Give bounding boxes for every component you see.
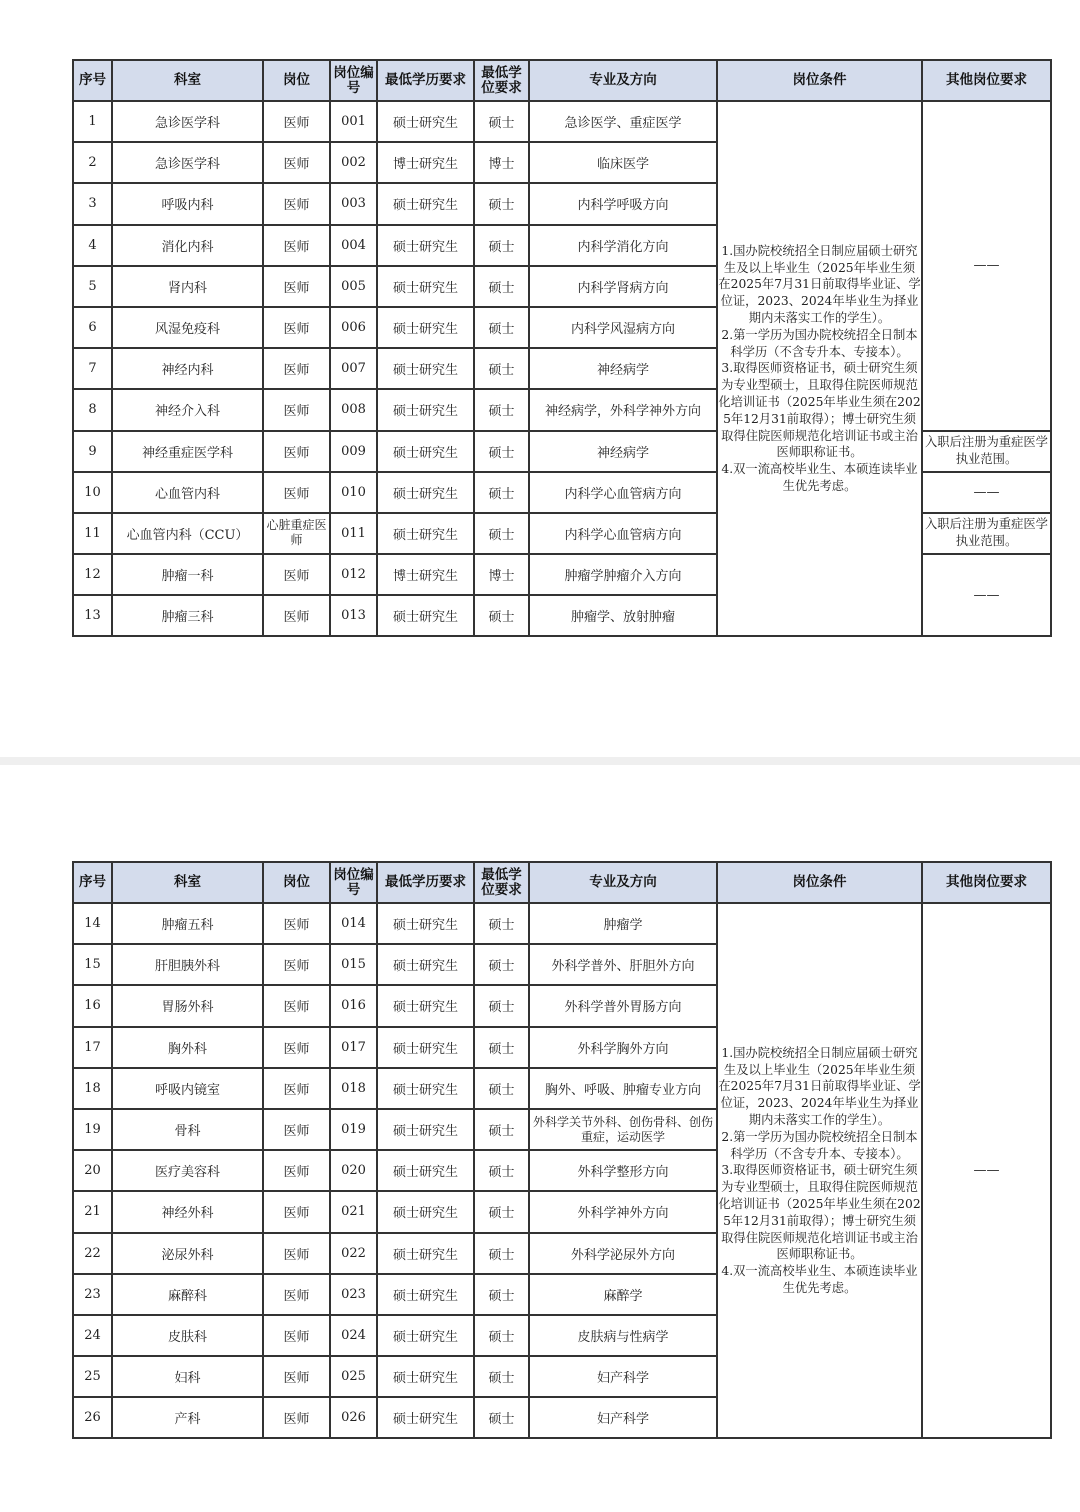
cell-major: 神经病学 xyxy=(529,348,717,389)
cell-code: 023 xyxy=(330,1274,377,1315)
cell-post: 医师 xyxy=(263,985,330,1026)
cell-major: 肿瘤学、放射肿瘤 xyxy=(529,595,717,636)
cell-code: 017 xyxy=(330,1027,377,1068)
cell-post: 医师 xyxy=(263,431,330,472)
cell-edu: 硕士研究生 xyxy=(377,1191,474,1232)
cell-no: 8 xyxy=(73,389,112,430)
cell-major: 内科学肾病方向 xyxy=(529,266,717,307)
cell-major: 肿瘤学肿瘤介入方向 xyxy=(529,554,717,595)
cell-no: 10 xyxy=(73,472,112,513)
cell-edu: 硕士研究生 xyxy=(377,389,474,430)
header-post: 岗位 xyxy=(263,60,330,101)
cell-major: 肿瘤学 xyxy=(529,903,717,944)
cell-code: 024 xyxy=(330,1315,377,1356)
cell-major: 皮肤病与性病学 xyxy=(529,1315,717,1356)
cell-degree: 硕士 xyxy=(474,903,529,944)
cell-post: 医师 xyxy=(263,101,330,142)
header-other: 其他岗位要求 xyxy=(922,862,1051,903)
cell-degree: 硕士 xyxy=(474,1315,529,1356)
cell-no: 22 xyxy=(73,1233,112,1274)
cell-code: 008 xyxy=(330,389,377,430)
cell-dept: 妇科 xyxy=(112,1356,263,1397)
cell-dept: 产科 xyxy=(112,1397,263,1438)
cell-dept: 泌尿外科 xyxy=(112,1233,263,1274)
cell-major: 麻醉学 xyxy=(529,1274,717,1315)
cell-major: 外科学神外方向 xyxy=(529,1191,717,1232)
cell-degree: 硕士 xyxy=(474,307,529,348)
cell-code: 021 xyxy=(330,1191,377,1232)
cell-major: 妇产科学 xyxy=(529,1356,717,1397)
cell-degree: 硕士 xyxy=(474,101,529,142)
cell-post: 医师 xyxy=(263,1068,330,1109)
cell-edu: 硕士研究生 xyxy=(377,101,474,142)
cell-post: 医师 xyxy=(263,266,330,307)
cell-post: 医师 xyxy=(263,1274,330,1315)
cell-code: 006 xyxy=(330,307,377,348)
cell-degree: 硕士 xyxy=(474,183,529,224)
cell-major: 急诊医学、重症医学 xyxy=(529,101,717,142)
recruitment-table-1 xyxy=(72,59,1052,637)
cell-no: 24 xyxy=(73,1315,112,1356)
cell-dept: 医疗美容科 xyxy=(112,1150,263,1191)
cell-major: 妇产科学 xyxy=(529,1397,717,1438)
cell-code: 011 xyxy=(330,513,377,554)
cell-no: 21 xyxy=(73,1191,112,1232)
cell-no: 12 xyxy=(73,554,112,595)
header-no: 序号 xyxy=(73,862,112,903)
cell-edu: 硕士研究生 xyxy=(377,307,474,348)
cell-major: 神经病学，外科学神外方向 xyxy=(529,389,717,430)
cell-post: 医师 xyxy=(263,389,330,430)
cell-code: 005 xyxy=(330,266,377,307)
table-row xyxy=(73,903,1051,944)
cell-degree: 硕士 xyxy=(474,985,529,1026)
cell-degree: 硕士 xyxy=(474,389,529,430)
header-degree: 最低学位要求 xyxy=(474,60,529,101)
cell-no: 20 xyxy=(73,1150,112,1191)
header-dept: 科室 xyxy=(112,862,263,903)
cell-no: 7 xyxy=(73,348,112,389)
cell-major: 胸外、呼吸、肿瘤专业方向 xyxy=(529,1068,717,1109)
cell-degree: 硕士 xyxy=(474,1233,529,1274)
cell-post: 医师 xyxy=(263,1027,330,1068)
cell-edu: 硕士研究生 xyxy=(377,985,474,1026)
cell-major: 外科学普外、肝胆外方向 xyxy=(529,944,717,985)
cell-edu: 硕士研究生 xyxy=(377,1150,474,1191)
cell-degree: 硕士 xyxy=(474,1109,529,1150)
cell-edu: 硕士研究生 xyxy=(377,1315,474,1356)
table-header-row xyxy=(73,60,1051,101)
cell-degree: 硕士 xyxy=(474,1356,529,1397)
cell-code: 026 xyxy=(330,1397,377,1438)
cell-dept: 神经外科 xyxy=(112,1191,263,1232)
cell-edu: 硕士研究生 xyxy=(377,348,474,389)
cell-edu: 硕士研究生 xyxy=(377,1397,474,1438)
cell-code: 019 xyxy=(330,1109,377,1150)
cell-no: 15 xyxy=(73,944,112,985)
cell-degree: 硕士 xyxy=(474,431,529,472)
cell-dept: 肿瘤一科 xyxy=(112,554,263,595)
header-major: 专业及方向 xyxy=(529,60,717,101)
cell-post: 医师 xyxy=(263,1397,330,1438)
cell-edu: 博士研究生 xyxy=(377,554,474,595)
cell-dept: 骨科 xyxy=(112,1109,263,1150)
cell-dept: 肿瘤五科 xyxy=(112,903,263,944)
cell-major: 外科学整形方向 xyxy=(529,1150,717,1191)
cell-dept: 风湿免疫科 xyxy=(112,307,263,348)
cell-post: 医师 xyxy=(263,1150,330,1191)
cell-no: 26 xyxy=(73,1397,112,1438)
header-dept: 科室 xyxy=(112,60,263,101)
cell-degree: 博士 xyxy=(474,554,529,595)
cell-degree: 硕士 xyxy=(474,1150,529,1191)
cell-dept: 神经内科 xyxy=(112,348,263,389)
cell-dept: 神经重症医学科 xyxy=(112,431,263,472)
cell-no: 23 xyxy=(73,1274,112,1315)
header-code: 岗位编号 xyxy=(330,862,377,903)
cell-major: 内科学风湿病方向 xyxy=(529,307,717,348)
header-code: 岗位编号 xyxy=(330,60,377,101)
cell-no: 13 xyxy=(73,595,112,636)
cell-dept: 呼吸内镜室 xyxy=(112,1068,263,1109)
cell-post: 医师 xyxy=(263,307,330,348)
cell-post: 医师 xyxy=(263,348,330,389)
header-degree: 最低学位要求 xyxy=(474,862,529,903)
cell-no: 25 xyxy=(73,1356,112,1397)
other-requirement-dash: —— xyxy=(922,903,1051,1438)
cell-degree: 硕士 xyxy=(474,1027,529,1068)
cell-post: 医师 xyxy=(263,472,330,513)
cell-post: 医师 xyxy=(263,1315,330,1356)
cell-edu: 硕士研究生 xyxy=(377,1274,474,1315)
cell-post: 医师 xyxy=(263,595,330,636)
cell-code: 004 xyxy=(330,225,377,266)
cell-major: 外科学关节外科、创伤骨科、创伤重症，运动医学 xyxy=(529,1109,717,1150)
cell-no: 6 xyxy=(73,307,112,348)
cell-post: 医师 xyxy=(263,944,330,985)
cell-edu: 硕士研究生 xyxy=(377,472,474,513)
cell-post: 医师 xyxy=(263,142,330,183)
cell-post: 心脏重症医师 xyxy=(263,513,330,554)
cell-no: 14 xyxy=(73,903,112,944)
cell-code: 018 xyxy=(330,1068,377,1109)
cell-dept: 急诊医学科 xyxy=(112,142,263,183)
cell-post: 医师 xyxy=(263,183,330,224)
cell-post: 医师 xyxy=(263,1191,330,1232)
cell-dept: 肝胆胰外科 xyxy=(112,944,263,985)
cell-major: 外科学泌尿外方向 xyxy=(529,1233,717,1274)
cell-major: 外科学普外胃肠方向 xyxy=(529,985,717,1026)
cell-edu: 硕士研究生 xyxy=(377,1109,474,1150)
cell-edu: 硕士研究生 xyxy=(377,903,474,944)
cell-no: 4 xyxy=(73,225,112,266)
cell-code: 013 xyxy=(330,595,377,636)
cell-degree: 硕士 xyxy=(474,595,529,636)
other-requirement-dash: —— xyxy=(922,554,1051,636)
conditions-cell: 1.国办院校统招全日制应届硕士研究生及以上毕业生（2025年毕业生须在2025年7月31日前取得毕业证、学位证，2023、2024年毕业生为择业期内未落实工作的学生）。 2.第一学历为国办院校统招全日制本科学历（不含专升本、专接本）。 3.取得医师资格证书，硕士研究生须为专业型硕士，且取得住院医师规范化培训证书（2025年毕业生须在2025年12月31前取得）；博士研究生须取得住院医师规范化培训证书或主治医师职称证书。 4.双一流高校毕业生、本硕连读毕业生优先考虑。 xyxy=(717,101,922,636)
cell-edu: 硕士研究生 xyxy=(377,595,474,636)
header-conditions: 岗位条件 xyxy=(717,60,922,101)
cell-dept: 呼吸内科 xyxy=(112,183,263,224)
cell-major: 临床医学 xyxy=(529,142,717,183)
cell-post: 医师 xyxy=(263,903,330,944)
cell-edu: 博士研究生 xyxy=(377,142,474,183)
cell-code: 001 xyxy=(330,101,377,142)
cell-no: 11 xyxy=(73,513,112,554)
cell-dept: 急诊医学科 xyxy=(112,101,263,142)
cell-dept: 神经介入科 xyxy=(112,389,263,430)
cell-dept: 心血管内科（CCU） xyxy=(112,513,263,554)
cell-dept: 消化内科 xyxy=(112,225,263,266)
cell-code: 003 xyxy=(330,183,377,224)
cell-degree: 硕士 xyxy=(474,225,529,266)
cell-degree: 硕士 xyxy=(474,944,529,985)
header-other: 其他岗位要求 xyxy=(922,60,1051,101)
header-no: 序号 xyxy=(73,60,112,101)
cell-no: 2 xyxy=(73,142,112,183)
cell-edu: 硕士研究生 xyxy=(377,431,474,472)
header-conditions: 岗位条件 xyxy=(717,862,922,903)
cell-degree: 硕士 xyxy=(474,266,529,307)
cell-code: 020 xyxy=(330,1150,377,1191)
cell-no: 16 xyxy=(73,985,112,1026)
cell-post: 医师 xyxy=(263,1356,330,1397)
cell-no: 1 xyxy=(73,101,112,142)
cell-edu: 硕士研究生 xyxy=(377,513,474,554)
cell-no: 9 xyxy=(73,431,112,472)
cell-major: 外科学胸外方向 xyxy=(529,1027,717,1068)
cell-dept: 胸外科 xyxy=(112,1027,263,1068)
recruitment-table-2 xyxy=(72,861,1052,1439)
header-post: 岗位 xyxy=(263,862,330,903)
other-requirement-note: 入职后注册为重症医学执业范围。 xyxy=(922,513,1051,554)
cell-degree: 硕士 xyxy=(474,1191,529,1232)
cell-dept: 胃肠外科 xyxy=(112,985,263,1026)
cell-dept: 麻醉科 xyxy=(112,1274,263,1315)
cell-code: 009 xyxy=(330,431,377,472)
conditions-cell: 1.国办院校统招全日制应届硕士研究生及以上毕业生（2025年毕业生须在2025年7月31日前取得毕业证、学位证，2023、2024年毕业生为择业期内未落实工作的学生）。 2.第一学历为国办院校统招全日制本科学历（不含专升本、专接本）。 3.取得医师资格证书，硕士研究生须为专业型硕士，且取得住院医师规范化培训证书（2025年毕业生须在2025年12月31前取得）；博士研究生须取得住院医师规范化培训证书或主治医师职称证书。 4.双一流高校毕业生、本硕连读毕业生优先考虑。 xyxy=(717,903,922,1438)
header-edu: 最低学历要求 xyxy=(377,862,474,903)
cell-no: 17 xyxy=(73,1027,112,1068)
page-separator xyxy=(0,757,1080,765)
table-row xyxy=(73,101,1051,142)
cell-dept: 肾内科 xyxy=(112,266,263,307)
cell-degree: 博士 xyxy=(474,142,529,183)
cell-edu: 硕士研究生 xyxy=(377,1027,474,1068)
cell-code: 002 xyxy=(330,142,377,183)
cell-code: 012 xyxy=(330,554,377,595)
cell-major: 内科学心血管病方向 xyxy=(529,472,717,513)
cell-degree: 硕士 xyxy=(474,1397,529,1438)
table-header-row xyxy=(73,862,1051,903)
cell-edu: 硕士研究生 xyxy=(377,1068,474,1109)
cell-code: 014 xyxy=(330,903,377,944)
cell-degree: 硕士 xyxy=(474,513,529,554)
cell-major: 内科学心血管病方向 xyxy=(529,513,717,554)
cell-degree: 硕士 xyxy=(474,1068,529,1109)
header-major: 专业及方向 xyxy=(529,862,717,903)
cell-degree: 硕士 xyxy=(474,348,529,389)
cell-edu: 硕士研究生 xyxy=(377,183,474,224)
other-requirement-dash: —— xyxy=(922,472,1051,513)
cell-degree: 硕士 xyxy=(474,1274,529,1315)
cell-code: 022 xyxy=(330,1233,377,1274)
cell-no: 18 xyxy=(73,1068,112,1109)
cell-edu: 硕士研究生 xyxy=(377,1356,474,1397)
cell-major: 内科学呼吸方向 xyxy=(529,183,717,224)
cell-code: 007 xyxy=(330,348,377,389)
cell-no: 3 xyxy=(73,183,112,224)
cell-dept: 肿瘤三科 xyxy=(112,595,263,636)
cell-no: 5 xyxy=(73,266,112,307)
cell-code: 015 xyxy=(330,944,377,985)
cell-dept: 心血管内科 xyxy=(112,472,263,513)
cell-post: 医师 xyxy=(263,1109,330,1150)
cell-edu: 硕士研究生 xyxy=(377,266,474,307)
cell-edu: 硕士研究生 xyxy=(377,225,474,266)
cell-edu: 硕士研究生 xyxy=(377,944,474,985)
cell-dept: 皮肤科 xyxy=(112,1315,263,1356)
cell-major: 神经病学 xyxy=(529,431,717,472)
header-edu: 最低学历要求 xyxy=(377,60,474,101)
cell-code: 010 xyxy=(330,472,377,513)
other-requirement-dash: —— xyxy=(922,101,1051,431)
cell-post: 医师 xyxy=(263,1233,330,1274)
cell-post: 医师 xyxy=(263,554,330,595)
cell-no: 19 xyxy=(73,1109,112,1150)
cell-major: 内科学消化方向 xyxy=(529,225,717,266)
cell-post: 医师 xyxy=(263,225,330,266)
other-requirement-note: 入职后注册为重症医学执业范围。 xyxy=(922,431,1051,472)
cell-code: 025 xyxy=(330,1356,377,1397)
cell-edu: 硕士研究生 xyxy=(377,1233,474,1274)
cell-degree: 硕士 xyxy=(474,472,529,513)
cell-code: 016 xyxy=(330,985,377,1026)
